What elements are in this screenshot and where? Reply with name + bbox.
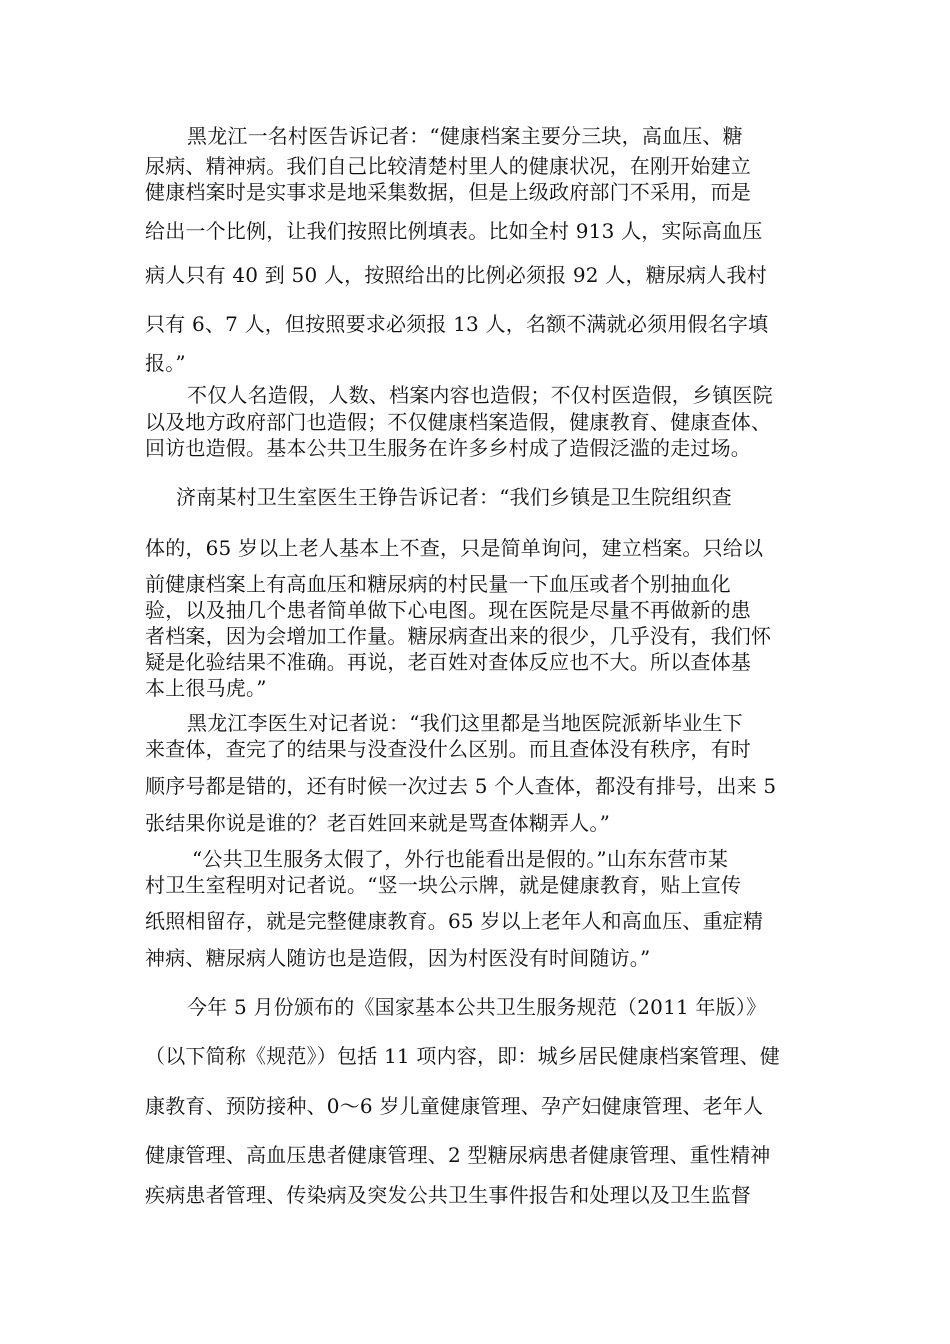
text-line: 健康管理、高血压患者健康管理、2 型糖尿病患者健康管理、重性精神 bbox=[145, 1143, 771, 1167]
text-line: 本上很马虎。” bbox=[145, 676, 267, 700]
text-line: 疑是化验结果不准确。再说，老百姓对查体反应也不大。所以查体基 bbox=[145, 650, 751, 674]
text-line: 者档案，因为会增加工作量。糖尿病查出来的很少，几乎没有，我们怀 bbox=[145, 624, 772, 648]
text-line: （以下简称《规范》）包括 11 项内容，即：城乡居民健康档案管理、健 bbox=[145, 1044, 780, 1068]
text-line: 不仅人名造假，人数、档案内容也造假；不仅村医造假，乡镇医院 bbox=[187, 383, 773, 407]
text-line: 来查体，查完了的结果与没查没什么区别。而且查体没有秩序，有时 bbox=[145, 737, 751, 761]
text-line: 验，以及抽几个患者简单做下心电图。现在医院是尽量不再做新的患 bbox=[145, 598, 751, 622]
text-line: 康教育、预防接种、0～6 岁儿童健康管理、孕产妇健康管理、老年人 bbox=[145, 1094, 764, 1118]
text-line: 神病、糖尿病人随访也是造假，因为村医没有时间随访。” bbox=[145, 946, 651, 970]
text-line: 健康档案时是实事求是地采集数据，但是上级政府部门不采用，而是 bbox=[145, 180, 751, 204]
text-line: 体的，65 岁以上老人基本上不查，只是简单询问，建立档案。只给以 bbox=[145, 536, 764, 560]
text-line: 只有 6、7 人，但按照要求必须报 13 人，名额不满就必须用假名字填 bbox=[145, 312, 769, 336]
text-line: 张结果你说是谁的？老百姓回来就是骂查体糊弄人。” bbox=[145, 811, 611, 835]
text-line: 黑龙江李医生对记者说：“我们这里都是当地医院派新毕业生下 bbox=[187, 711, 743, 735]
text-line: 病人只有 40 到 50 人，按照给出的比例必须报 92 人，糖尿病人我村 bbox=[145, 263, 767, 287]
text-line: 以及地方政府部门也造假；不仅健康档案造假，健康教育、健康查体、 bbox=[145, 410, 772, 434]
text-line: 纸照相留存，就是完整健康教育。65 岁以上老年人和高血压、重症精 bbox=[145, 909, 764, 933]
text-line: 尿病、精神病。我们自己比较清楚村里人的健康状况，在刚开始建立 bbox=[145, 154, 751, 178]
text-line: 给出一个比例，让我们按照比例填表。比如全村 913 人，实际高血压 bbox=[145, 219, 763, 243]
text-line: 济南某村卫生室医生王铮告诉记者：“我们乡镇是卫生院组织查 bbox=[176, 485, 732, 509]
text-line: 前健康档案上有高血压和糖尿病的村民量一下血压或者个别抽血化 bbox=[145, 572, 731, 596]
text-line: 顺序号都是错的，还有时候一次过去 5 个人查体，都没有排号，出来 5 bbox=[145, 774, 777, 798]
text-line: 村卫生室程明对记者说。“竖一块公示牌，就是健康教育，贴上宣传 bbox=[145, 873, 742, 897]
text-line: 回访也造假。基本公共卫生服务在许多乡村成了造假泛滥的走过场。 bbox=[145, 436, 751, 460]
text-line: “公共卫生服务太假了，外行也能看出是假的。”山东东营市某 bbox=[192, 847, 729, 871]
text-line: 今年 5 月份颁布的《国家基本公共卫生服务规范（2011 年版）》 bbox=[187, 995, 767, 1019]
text-line: 报。” bbox=[145, 351, 186, 375]
text-line: 黑龙江一名村医告诉记者：“健康档案主要分三块，高血压、糖 bbox=[187, 124, 743, 148]
text-line: 疾病患者管理、传染病及突发公共卫生事件报告和处理以及卫生监督 bbox=[145, 1183, 751, 1207]
